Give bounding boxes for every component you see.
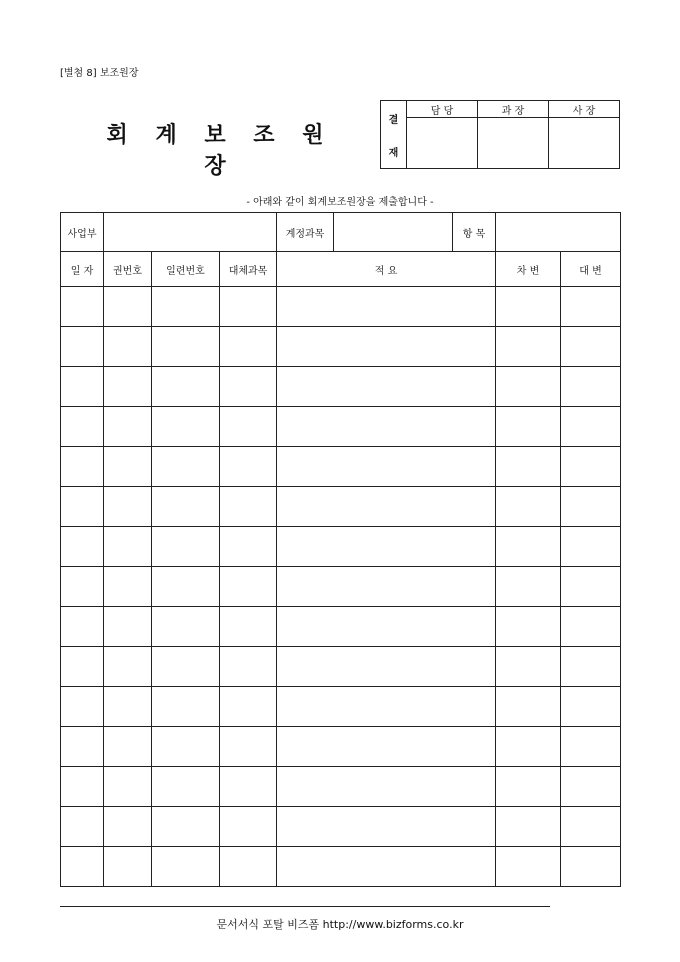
cell-debit[interactable]: [496, 567, 561, 607]
form-label: [별첨 8] 보조원장: [60, 68, 139, 79]
cell-date[interactable]: [61, 287, 104, 327]
table-row: [61, 847, 621, 887]
cell-book-no[interactable]: [104, 567, 152, 607]
col-transfer-account: 대체과목: [220, 252, 277, 287]
cell-serial-no[interactable]: [152, 807, 220, 847]
cell-description[interactable]: [277, 727, 496, 767]
business-field[interactable]: [104, 213, 277, 252]
cell-date[interactable]: [61, 567, 104, 607]
cell-book-no[interactable]: [104, 487, 152, 527]
cell-credit[interactable]: [561, 447, 621, 487]
col-serial-no: 일련번호: [152, 252, 220, 287]
cell-book-no[interactable]: [104, 367, 152, 407]
cell-credit[interactable]: [561, 607, 621, 647]
info-row: [61, 213, 621, 252]
cell-serial-no[interactable]: [152, 567, 220, 607]
cell-date[interactable]: [61, 687, 104, 727]
ledger-table: [60, 212, 621, 887]
cell-transfer-account[interactable]: [220, 567, 277, 607]
cell-debit[interactable]: [496, 487, 561, 527]
table-row: [61, 367, 621, 407]
cell-transfer-account[interactable]: [220, 327, 277, 367]
cell-serial-no[interactable]: [152, 407, 220, 447]
col-debit: 차 변: [496, 252, 561, 287]
notice-text: - 아래와 같이 회계보조원장을 제출합니다 -: [246, 197, 434, 208]
cell-transfer-account[interactable]: [220, 807, 277, 847]
cell-debit[interactable]: [496, 807, 561, 847]
cell-credit[interactable]: [561, 567, 621, 607]
table-row: [61, 767, 621, 807]
cell-book-no[interactable]: [104, 607, 152, 647]
cell-book-no[interactable]: [104, 687, 152, 727]
table-row: [61, 487, 621, 527]
cell-credit[interactable]: [561, 407, 621, 447]
cell-date[interactable]: [61, 367, 104, 407]
cell-date[interactable]: [61, 647, 104, 687]
cell-credit[interactable]: [561, 847, 621, 887]
table-row: [61, 807, 621, 847]
cell-credit[interactable]: [561, 287, 621, 327]
cell-description[interactable]: [277, 767, 496, 807]
cell-transfer-account[interactable]: [220, 487, 277, 527]
cell-transfer-account[interactable]: [220, 767, 277, 807]
cell-serial-no[interactable]: [152, 487, 220, 527]
footer-text: 문서서식 포탈 비즈폼 http://www.bizforms.co.kr: [216, 918, 464, 931]
cell-description[interactable]: [277, 607, 496, 647]
approval-col-manager: 과 장: [478, 101, 549, 118]
approval-side-label: [381, 101, 407, 169]
cell-book-no[interactable]: [104, 847, 152, 887]
cell-description[interactable]: [277, 807, 496, 847]
table-row: [61, 327, 621, 367]
cell-date[interactable]: [61, 327, 104, 367]
cell-serial-no[interactable]: [152, 327, 220, 367]
table-row: [61, 447, 621, 487]
cell-description[interactable]: [277, 447, 496, 487]
account-label: 계정과목: [277, 213, 334, 251]
item-field[interactable]: [496, 213, 621, 252]
cell-credit[interactable]: [561, 807, 621, 847]
cell-transfer-account[interactable]: [220, 287, 277, 327]
cell-date[interactable]: [61, 527, 104, 567]
cell-transfer-account[interactable]: [220, 847, 277, 887]
table-row: [61, 727, 621, 767]
cell-book-no[interactable]: [104, 407, 152, 447]
cell-credit[interactable]: [561, 687, 621, 727]
cell-credit[interactable]: [561, 367, 621, 407]
page-title: 회 계 보 조 원 장: [106, 123, 334, 179]
cell-date[interactable]: [61, 407, 104, 447]
cell-description[interactable]: [277, 407, 496, 447]
cell-book-no[interactable]: [104, 767, 152, 807]
header-row: [61, 252, 621, 287]
cell-book-no[interactable]: [104, 807, 152, 847]
approval-sign-president[interactable]: [549, 118, 620, 169]
col-date: 일 자: [61, 252, 104, 287]
approval-sign-manager[interactable]: [478, 118, 549, 169]
cell-description[interactable]: [277, 687, 496, 727]
cell-debit[interactable]: [496, 287, 561, 327]
col-description-label: 적 요: [374, 265, 398, 277]
cell-description[interactable]: [277, 567, 496, 607]
account-cell: [277, 213, 496, 252]
cell-transfer-account[interactable]: [220, 727, 277, 767]
cell-debit[interactable]: [496, 367, 561, 407]
approval-box: [380, 100, 620, 169]
cell-serial-no[interactable]: [152, 687, 220, 727]
cell-description[interactable]: [277, 847, 496, 887]
cell-date[interactable]: [61, 487, 104, 527]
col-description: [277, 252, 496, 287]
cell-description[interactable]: [277, 647, 496, 687]
cell-credit[interactable]: [561, 327, 621, 367]
cell-date[interactable]: [61, 847, 104, 887]
cell-credit[interactable]: [561, 727, 621, 767]
cell-serial-no[interactable]: [152, 287, 220, 327]
table-row: [61, 527, 621, 567]
table-row: [61, 647, 621, 687]
cell-transfer-account[interactable]: [220, 647, 277, 687]
col-credit: 대 변: [561, 252, 621, 287]
table-row: [61, 607, 621, 647]
cell-debit[interactable]: [496, 607, 561, 647]
cell-description[interactable]: [277, 487, 496, 527]
cell-serial-no[interactable]: [152, 367, 220, 407]
cell-debit[interactable]: [496, 687, 561, 727]
cell-credit[interactable]: [561, 647, 621, 687]
cell-book-no[interactable]: [104, 327, 152, 367]
cell-credit[interactable]: [561, 487, 621, 527]
table-row: [61, 407, 621, 447]
cell-transfer-account[interactable]: [220, 367, 277, 407]
cell-transfer-account[interactable]: [220, 527, 277, 567]
cell-date[interactable]: [61, 807, 104, 847]
cell-credit[interactable]: [561, 527, 621, 567]
table-row: [61, 287, 621, 327]
cell-debit[interactable]: [496, 767, 561, 807]
cell-transfer-account[interactable]: [220, 407, 277, 447]
item-label: 항 목: [462, 228, 486, 240]
footer-divider: [60, 906, 550, 907]
col-book-no: 권번호: [104, 252, 152, 287]
cell-book-no[interactable]: [104, 727, 152, 767]
account-field[interactable]: [334, 213, 453, 251]
cell-debit[interactable]: [496, 407, 561, 447]
cell-book-no[interactable]: [104, 527, 152, 567]
approval-col-staff: 담 당: [407, 101, 478, 118]
cell-debit[interactable]: [496, 447, 561, 487]
cell-transfer-account[interactable]: [220, 607, 277, 647]
cell-serial-no[interactable]: [152, 727, 220, 767]
cell-description[interactable]: [277, 327, 496, 367]
cell-date[interactable]: [61, 607, 104, 647]
table-row: [61, 567, 621, 607]
business-label: 사업부: [61, 213, 104, 252]
cell-description[interactable]: [277, 367, 496, 407]
cell-date[interactable]: [61, 447, 104, 487]
cell-serial-no[interactable]: [152, 847, 220, 887]
cell-date[interactable]: [61, 767, 104, 807]
cell-credit[interactable]: [561, 767, 621, 807]
cell-book-no[interactable]: [104, 447, 152, 487]
approval-sign-staff[interactable]: [407, 118, 478, 169]
approval-col-president: 사 장: [549, 101, 620, 118]
cell-serial-no[interactable]: [152, 527, 220, 567]
table-row: [61, 687, 621, 727]
cell-debit[interactable]: [496, 527, 561, 567]
cell-debit[interactable]: [496, 727, 561, 767]
cell-serial-no[interactable]: [152, 607, 220, 647]
cell-description[interactable]: [277, 287, 496, 327]
approval-side-bottom: 재: [388, 147, 399, 159]
cell-date[interactable]: [61, 727, 104, 767]
cell-transfer-account[interactable]: [220, 687, 277, 727]
cell-book-no[interactable]: [104, 647, 152, 687]
cell-debit[interactable]: [496, 647, 561, 687]
cell-description[interactable]: [277, 527, 496, 567]
cell-serial-no[interactable]: [152, 647, 220, 687]
cell-serial-no[interactable]: [152, 767, 220, 807]
cell-debit[interactable]: [496, 847, 561, 887]
cell-book-no[interactable]: [104, 287, 152, 327]
cell-transfer-account[interactable]: [220, 447, 277, 487]
cell-debit[interactable]: [496, 327, 561, 367]
approval-side-top: 결: [388, 114, 399, 126]
cell-serial-no[interactable]: [152, 447, 220, 487]
